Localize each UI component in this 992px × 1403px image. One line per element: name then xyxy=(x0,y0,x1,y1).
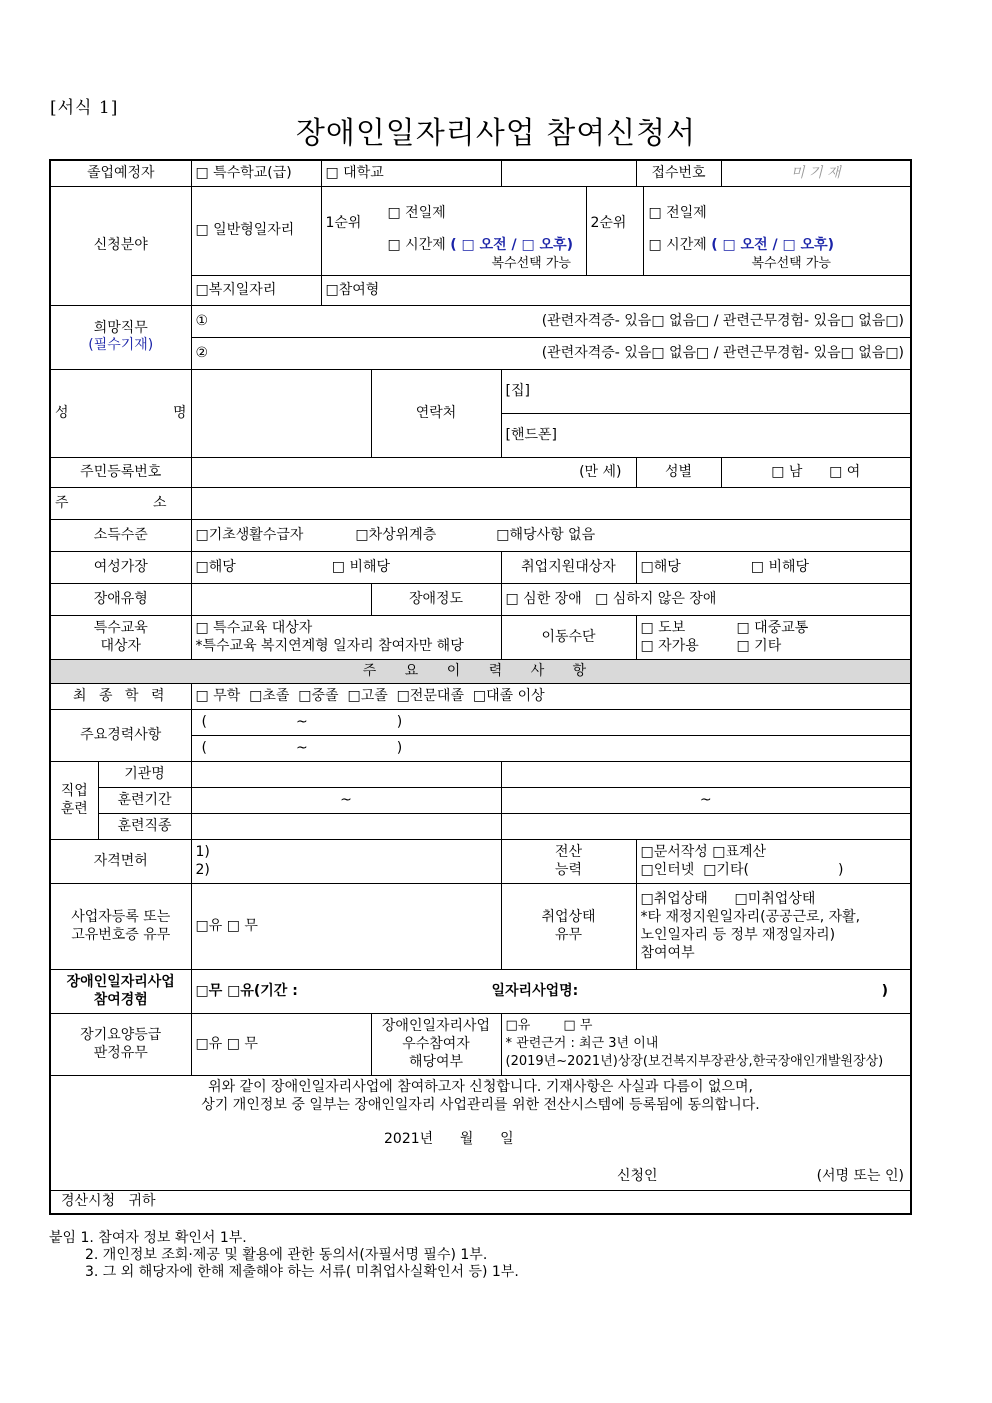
other-transport-checkbox[interactable]: □ 기타 xyxy=(736,638,782,654)
applicant-label: 신청인 xyxy=(617,1167,658,1184)
employment-support-yes[interactable]: □해당 xyxy=(640,558,681,575)
care-label-1: 장기요양등급 xyxy=(80,1027,162,1043)
best-note-1: * 관련근거 : 최근 3년 이내 xyxy=(505,1036,659,1051)
basic-living-checkbox[interactable]: □기초생활수급자 xyxy=(195,526,304,543)
rank2-fulltime[interactable]: □ 전일제 xyxy=(648,204,707,221)
not-applicable-checkbox[interactable]: □해당사항 없음 xyxy=(496,526,596,543)
female-head-label: 여성가장 xyxy=(50,551,191,583)
biz-label-2: 고유번호증 유무 xyxy=(71,927,171,943)
rank2-parttime xyxy=(649,237,835,254)
university-checkbox[interactable]: □ 대학교 xyxy=(321,160,501,186)
address-label: 주 소 xyxy=(50,487,191,519)
desired-job-2-detail[interactable]: (관련자격증- 있음□ 없음□ / 관련근무경험- 있음□ 없음□) xyxy=(541,344,905,361)
career-line-2[interactable]: ( ~ ) xyxy=(191,735,911,761)
license-label: 자격면허 xyxy=(50,839,191,883)
application-form xyxy=(49,159,912,1215)
gender-label: 성별 xyxy=(636,457,721,487)
resident-no-label: 주민등록번호 xyxy=(50,457,191,487)
training-org-2[interactable] xyxy=(501,761,911,787)
computer-skill-1[interactable]: □문서작성 □표계산 xyxy=(640,844,767,860)
care-yn[interactable]: □유 □ 무 xyxy=(191,1013,371,1075)
income-label: 소득수준 xyxy=(50,519,191,551)
employment-support-label: 취업지원대상자 xyxy=(501,551,636,583)
form-number: [서식 1] xyxy=(50,98,119,118)
desired-job-title: 희망직무 xyxy=(93,320,148,336)
rank1-fulltime[interactable]: □ 전일제 xyxy=(387,204,446,221)
attachment-2: 2. 개인정보 조회·제공 및 활용에 관한 동의서(자필서명 필수) 1부. xyxy=(85,1247,488,1263)
rank1-multi: 복수선택 가능 xyxy=(491,255,571,271)
female-head-yes[interactable]: □해당 xyxy=(195,558,236,575)
apply-field-label: 신청분야 xyxy=(50,186,191,305)
desired-job-2: ② xyxy=(195,344,209,361)
transport-label: 이동수단 xyxy=(501,615,636,659)
attachment-3: 3. 그 외 해당자에 한해 제출해야 하는 서류( 미취업사실확인서 등) 1부. xyxy=(85,1264,519,1280)
section-header: 주 요 이 력 사 항 xyxy=(50,659,911,683)
rank1-parttime-label[interactable]: □ 시간제 xyxy=(387,236,446,253)
home-phone-field[interactable]: [집] xyxy=(501,369,911,413)
computer-label-2: 능력 xyxy=(554,862,583,878)
employment-note-1: *타 재정지원일자리(공공근로, 자활, xyxy=(640,909,861,925)
female-checkbox[interactable]: □ 여 xyxy=(829,463,861,480)
rank2-multi: 복수선택 가능 xyxy=(751,255,831,271)
project-name-label[interactable]: 일자리사업명: xyxy=(491,982,579,999)
training-job-label: 훈련직종 xyxy=(98,813,191,839)
rank2-ampm[interactable]: ( □ 오전 / □ 오후) xyxy=(711,236,835,253)
age-field[interactable]: (만 세) xyxy=(191,457,636,487)
best-note-2: (2019년~2021년)상장(보건복지부장관상,한국장애인개발원장상) xyxy=(505,1054,884,1069)
computer-skill-2[interactable]: □인터넷 □기타( ) xyxy=(640,862,844,878)
form-title: 장애인일자리사업 참여신청서 xyxy=(295,116,697,151)
training-period-label: 훈련기간 xyxy=(98,787,191,813)
computer-label-1: 전산 xyxy=(554,844,583,860)
training-job-1[interactable] xyxy=(191,813,501,839)
experience-label-2: 참여경험 xyxy=(93,992,148,1008)
special-edu-label-1: 특수교육 xyxy=(93,620,148,636)
rank1-parttime xyxy=(388,237,574,254)
license-1[interactable]: 1) xyxy=(195,844,210,860)
name-label: 성 명 xyxy=(50,369,191,457)
disability-degree-label: 장애정도 xyxy=(371,583,501,615)
training-org-1[interactable] xyxy=(191,761,501,787)
experience-options[interactable]: □무 □유(기간 : xyxy=(195,982,298,999)
rank2-parttime-label[interactable]: □ 시간제 xyxy=(648,236,707,253)
required-note: (필수기재) xyxy=(88,337,154,353)
care-label-2: 판정유무 xyxy=(93,1045,148,1061)
walk-checkbox[interactable]: □ 도보 xyxy=(640,620,686,636)
biz-label-1: 사업자등록 또는 xyxy=(71,909,171,925)
addressee: 경산시청 귀하 xyxy=(50,1190,911,1214)
training-label-1: 직업 xyxy=(60,783,88,799)
rank2-label: 2순위 xyxy=(590,214,627,231)
receipt-label: 접수번호 xyxy=(636,160,721,186)
special-edu-checkbox[interactable]: □ 특수교육 대상자 xyxy=(195,620,313,636)
special-school-checkbox[interactable]: □ 특수학교(급) xyxy=(191,160,321,186)
public-transport-checkbox[interactable]: □ 대중교통 xyxy=(736,620,809,636)
education-options[interactable]: □ 무학 □초졸 □중졸 □고졸 □전문대졸 □대졸 이상 xyxy=(191,683,911,709)
project-close: ) xyxy=(881,982,889,999)
declaration-line-2: 상기 개인정보 중 일부는 장애인일자리 사업관리를 위한 전산시스템에 등록됨에 동의합니다. xyxy=(201,1096,760,1113)
male-checkbox[interactable]: □ 남 xyxy=(771,463,803,480)
training-org-label: 기관명 xyxy=(98,761,191,787)
desired-job-label xyxy=(50,305,191,369)
disability-type-field[interactable] xyxy=(191,583,371,615)
rank1-label: 1순위 xyxy=(325,214,362,231)
signature-field[interactable]: (서명 또는 인) xyxy=(816,1167,905,1184)
training-job-2[interactable] xyxy=(501,813,911,839)
best-yn[interactable]: □유 □ 무 xyxy=(505,1018,593,1033)
blank-cell xyxy=(501,160,636,186)
employment-label-2: 유무 xyxy=(554,927,583,943)
best-label-2: 우수참여자 xyxy=(402,1036,470,1052)
contact-label: 연락처 xyxy=(371,369,501,457)
employment-status[interactable]: □취업상태 □미취업상태 xyxy=(640,891,816,907)
education-label: 최 종 학 력 xyxy=(50,683,191,709)
best-label-1: 장애인일자리사업 xyxy=(381,1018,491,1034)
special-edu-label-2: 대상자 xyxy=(100,638,142,654)
graduate-label: 졸업예정자 xyxy=(50,160,191,186)
employment-note-2: 노인일자리 등 정부 재정일자리) xyxy=(640,927,836,943)
severe-checkbox[interactable]: □ 심한 장애 xyxy=(505,590,582,607)
declaration-line-1: 위와 같이 장애인일자리사업에 참여하고자 신청합니다. 기재사항은 사실과 다름이 없으며, xyxy=(208,1078,753,1095)
receipt-value: 미 기 재 xyxy=(721,160,911,186)
career-label: 주요경력사항 xyxy=(50,709,191,761)
desired-job-1: ① xyxy=(195,312,209,329)
rank1-ampm[interactable]: ( □ 오전 / □ 오후) xyxy=(450,236,574,253)
training-period-1[interactable]: ~ xyxy=(191,787,501,813)
own-car-checkbox[interactable]: □ 자가용 xyxy=(640,638,699,654)
general-job-checkbox[interactable]: □ 일반형일자리 xyxy=(191,186,321,275)
attachments xyxy=(49,1230,519,1281)
training-label-2: 훈련 xyxy=(60,801,88,817)
experience-label-1: 장애인일자리사업 xyxy=(66,974,175,990)
employment-note-3: 참여여부 xyxy=(640,945,695,961)
near-poverty-checkbox[interactable]: □차상위계층 xyxy=(355,526,437,543)
female-head-no[interactable]: □ 비해당 xyxy=(331,558,391,575)
career-line-1[interactable]: ( ~ ) xyxy=(191,709,911,735)
best-label-3: 해당여부 xyxy=(408,1054,464,1070)
biz-yn[interactable]: □유 □ 무 xyxy=(191,883,501,969)
attachment-1: 붙임 1. 참여자 정보 확인서 1부. xyxy=(49,1230,247,1246)
desired-job-1-detail[interactable]: (관련자격증- 있음□ 없음□ / 관련근무경험- 있음□ 없음□) xyxy=(541,312,905,329)
welfare-job-checkbox[interactable]: □복지일자리 xyxy=(191,275,321,305)
employment-label-1: 취업상태 xyxy=(541,909,596,925)
employment-support-no[interactable]: □ 비해당 xyxy=(750,558,810,575)
participation-checkbox[interactable]: □참여형 xyxy=(321,275,911,305)
mobile-phone-field[interactable]: [핸드폰] xyxy=(501,413,911,457)
non-severe-checkbox[interactable]: □ 심하지 않은 장애 xyxy=(595,590,717,607)
special-edu-note: *특수교육 복지연계형 일자리 참여자만 해당 xyxy=(195,638,464,654)
address-field[interactable] xyxy=(191,487,911,519)
disability-type-label: 장애유형 xyxy=(50,583,191,615)
declaration-date[interactable]: 2021년 월 일 xyxy=(384,1130,514,1147)
training-period-2[interactable]: ~ xyxy=(501,787,911,813)
license-2[interactable]: 2) xyxy=(195,862,210,878)
